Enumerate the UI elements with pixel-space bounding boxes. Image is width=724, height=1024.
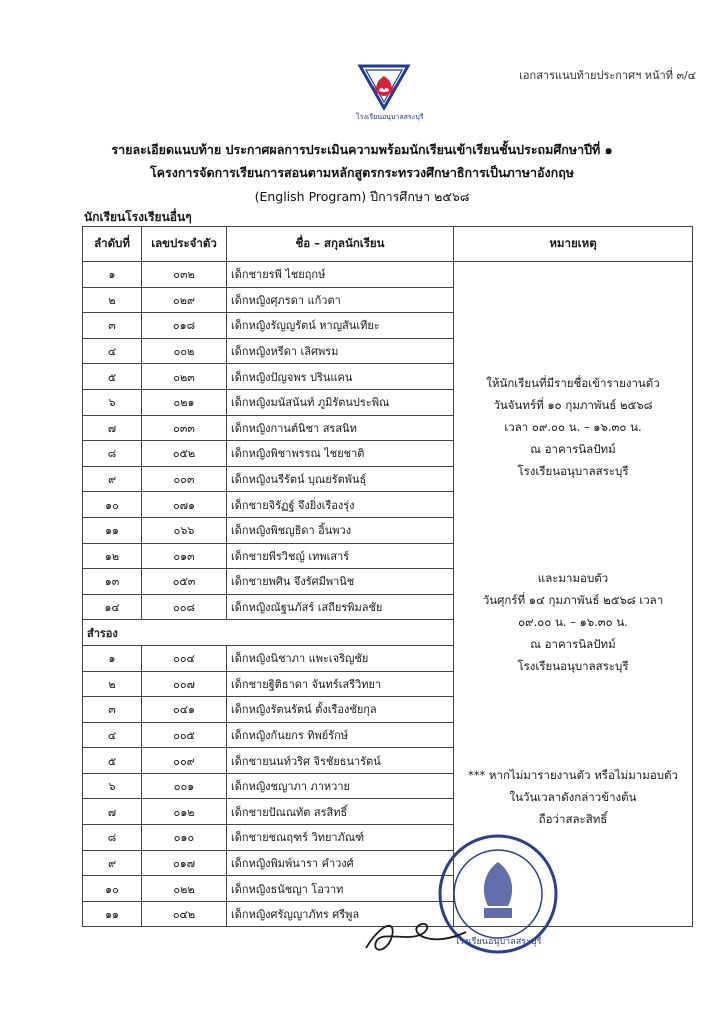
seq-cell: ๕ <box>83 748 142 774</box>
student-id-cell: ๐๐๒ <box>142 338 227 364</box>
title-line-3: (English Program) ปีการศึกษา ๒๕๖๘ <box>254 189 470 204</box>
student-name-cell: เด็กหญิงกันยกร ทิพย์รักษ์ <box>227 722 454 748</box>
title-line-2: โครงการจัดการเรียนการสอนตามหลักสูตรกระทรวงศึกษาธิการเป็นภาษาอังกฤษ <box>149 165 575 180</box>
student-id-cell: ๐๐๘ <box>142 594 227 620</box>
student-name-cell: เด็กหญิงณัฐนภัสร์ เสถียรพิมลชัย <box>227 594 454 620</box>
student-name-cell: เด็กชายปัณณทัต สรสิทธิ์ <box>227 799 454 825</box>
remark-line: และมามอบตัว <box>537 571 609 585</box>
seq-cell: ๔ <box>83 338 142 364</box>
student-name-cell: เด็กหญิงพิชญธิดา อิ้นพวง <box>227 517 454 543</box>
student-name-cell: เด็กชายรพี ไชยฤกษ์ <box>227 262 454 288</box>
student-name-cell: เด็กหญิงนรีรัตน์ บุณยรัตพันธุ์ <box>227 466 454 492</box>
remark-line: วันศุกร์ที่ ๑๔ กุมภาพันธ์ ๒๕๖๘ เวลา <box>482 593 664 607</box>
student-name-cell: เด็กหญิงรัญญรัตน์ หาญสันเทียะ <box>227 313 454 339</box>
seq-cell: ๒ <box>83 287 142 313</box>
seq-cell: ๑ <box>83 645 142 671</box>
student-name-cell: เด็กหญิงพิมพ์นารา คำวงศ์ <box>227 850 454 876</box>
student-id-cell: ๐๒๙ <box>142 287 227 313</box>
student-name-cell: เด็กหญิงพิชาพรรณ ไชยชาติ <box>227 441 454 467</box>
student-id-cell: ๐๑๗ <box>142 850 227 876</box>
seq-cell: ๖ <box>83 389 142 415</box>
student-name-cell: เด็กชายชณฤฑร์ วิทยาภัณฑ์ <box>227 825 454 851</box>
remark-line: ณ อาคารนิลปัทม์ <box>530 442 616 456</box>
seq-cell: ๒ <box>83 671 142 697</box>
seq-cell: ๔ <box>83 722 142 748</box>
student-id-cell: ๐๖๖ <box>142 517 227 543</box>
student-id-cell: ๐๗๑ <box>142 492 227 518</box>
student-id-cell: ๐๔๑ <box>142 697 227 723</box>
student-name-cell: เด็กหญิงศุภรดา แก้วตา <box>227 287 454 313</box>
student-id-cell: ๐๐๑ <box>142 773 227 799</box>
remark-block-1 <box>453 372 693 482</box>
student-id-cell: ๐๐๕ <box>142 722 227 748</box>
title-line-1: รายละเอียดแนบท้าย ประกาศผลการประเมินความพร้อมนักเรียนเข้าเรียนชั้นประถมศึกษาปีที่ ๑ <box>111 142 613 157</box>
student-id-cell: ๐๒๑ <box>142 389 227 415</box>
remark-line: ถือว่าสละสิทธิ์ <box>538 812 608 826</box>
seq-cell: ๓ <box>83 697 142 723</box>
table-header-row <box>83 227 693 262</box>
remark-line: *** หากไม่มารายงานตัว หรือไม่มามอบตัว <box>468 768 678 782</box>
seq-cell: ๗ <box>83 799 142 825</box>
section-label: นักเรียนโรงเรียนอื่นๆ <box>84 210 192 224</box>
student-id-cell: ๐๐๔ <box>142 645 227 671</box>
student-name-cell: เด็กหญิงชญาภา ภาหวาย <box>227 773 454 799</box>
student-name-cell: เด็กหญิงกานต์นิชา สรสนิท <box>227 415 454 441</box>
seq-cell: ๓ <box>83 313 142 339</box>
remark-line: ณ อาคารนิลปัทม์ <box>530 637 616 651</box>
seq-cell: ๑๑ <box>83 517 142 543</box>
seq-cell: ๑๐ <box>83 492 142 518</box>
seq-cell: ๘ <box>83 441 142 467</box>
student-name-cell: เด็กหญิงหรีดา เลิศพรม <box>227 338 454 364</box>
seq-cell: ๕ <box>83 364 142 390</box>
student-name-cell: เด็กหญิงมนัสนันท์ ภูมิรัตนประพิณ <box>227 389 454 415</box>
seq-cell: ๙ <box>83 466 142 492</box>
student-name-cell: เด็กหญิงธนัชญา โอวาท <box>227 876 454 902</box>
school-logo-icon <box>356 62 412 112</box>
header-id: เลขประจำตัว <box>142 227 227 262</box>
student-id-cell: ๐๑๒ <box>142 799 227 825</box>
seq-cell: ๑ <box>83 262 142 288</box>
remark-line: ๐๙.๐๐ น. – ๑๖.๓๐ น. <box>518 615 628 629</box>
seq-cell: ๑๒ <box>83 543 142 569</box>
remark-line: ในวันเวลาดังกล่าวข้างต้น <box>509 790 637 804</box>
remark-line: โรงเรียนอนุบาลสระบุรี <box>517 659 629 673</box>
logo-text: โรงเรียนอนุบาลสระบุรี <box>356 113 424 121</box>
student-id-cell: ๐๕๓ <box>142 569 227 595</box>
student-name-cell: เด็กชายนนท์วริศ จิรชัยธนารัตน์ <box>227 748 454 774</box>
header-note: หมายเหตุ <box>454 227 693 262</box>
seq-cell: ๙ <box>83 850 142 876</box>
student-id-cell: ๐๓๒ <box>142 262 227 288</box>
header-name: ชื่อ – สกุลนักเรียน <box>227 227 454 262</box>
student-id-cell: ๐๔๒ <box>142 901 227 927</box>
student-name-cell: เด็กหญิงนิชาภา แพะเจริญชัย <box>227 645 454 671</box>
seq-cell: ๘ <box>83 825 142 851</box>
header-seq: ลำดับที่ <box>83 227 142 262</box>
table-row <box>83 262 693 288</box>
remark-block-2 <box>453 567 693 677</box>
student-name-cell: เด็กหญิงปัญจพร ปรินแคน <box>227 364 454 390</box>
reserve-label: สำรอง <box>83 620 454 646</box>
student-id-cell: ๐๓๓ <box>142 415 227 441</box>
student-id-cell: ๐๒๒ <box>142 876 227 902</box>
student-name-cell: เด็กชายฐิติธาดา จันทร์เสรีวิทยา <box>227 671 454 697</box>
signature <box>362 912 472 960</box>
remark-line: เวลา ๐๙.๐๐ น. – ๑๖.๓๐ น. <box>504 420 642 434</box>
student-name-cell: เด็กชายพศิน จึงรัศมีพานิช <box>227 569 454 595</box>
student-id-cell: ๐๕๒ <box>142 441 227 467</box>
student-id-cell: ๐๑๐ <box>142 825 227 851</box>
seq-cell: ๗ <box>83 415 142 441</box>
remark-line: วันจันทร์ที่ ๑๐ กุมภาพันธ์ ๒๕๖๘ <box>493 398 653 412</box>
school-logo <box>356 62 424 124</box>
student-name-cell: เด็กหญิงศรัญญาภัทร ศรีพูล <box>227 901 454 927</box>
student-id-cell: ๐๐๗ <box>142 671 227 697</box>
page-note: เอกสารแนบท้ายประกาศฯ หน้าที่ ๓/๔ <box>519 69 696 82</box>
seq-cell: ๑๔ <box>83 594 142 620</box>
student-id-cell: ๐๐๙ <box>142 748 227 774</box>
student-name-cell: เด็กชายจิรัฏฐ์ จึงยิ่งเรืองรุ่ง <box>227 492 454 518</box>
stamp-text: โรงเรียนอนุบาลสระบุรี <box>454 937 542 947</box>
seq-cell: ๖ <box>83 773 142 799</box>
seq-cell: ๑๑ <box>83 901 142 927</box>
seq-cell: ๑๐ <box>83 876 142 902</box>
student-name-cell: เด็กชายพีรวิชญ์ เทพเสาร์ <box>227 543 454 569</box>
seq-cell: ๑๓ <box>83 569 142 595</box>
student-id-cell: ๐๑๓ <box>142 543 227 569</box>
student-id-cell: ๐๑๘ <box>142 313 227 339</box>
student-id-cell: ๐๐๓ <box>142 466 227 492</box>
remark-block-3 <box>453 764 693 830</box>
remark-line: ให้นักเรียนที่มีรายชื่อเข้ารายงานตัว <box>486 376 660 390</box>
remark-line: โรงเรียนอนุบาลสระบุรี <box>517 464 629 478</box>
student-id-cell: ๐๒๓ <box>142 364 227 390</box>
student-name-cell: เด็กหญิงรัตนรัตน์ ตั้งเรืองชัยกุล <box>227 697 454 723</box>
